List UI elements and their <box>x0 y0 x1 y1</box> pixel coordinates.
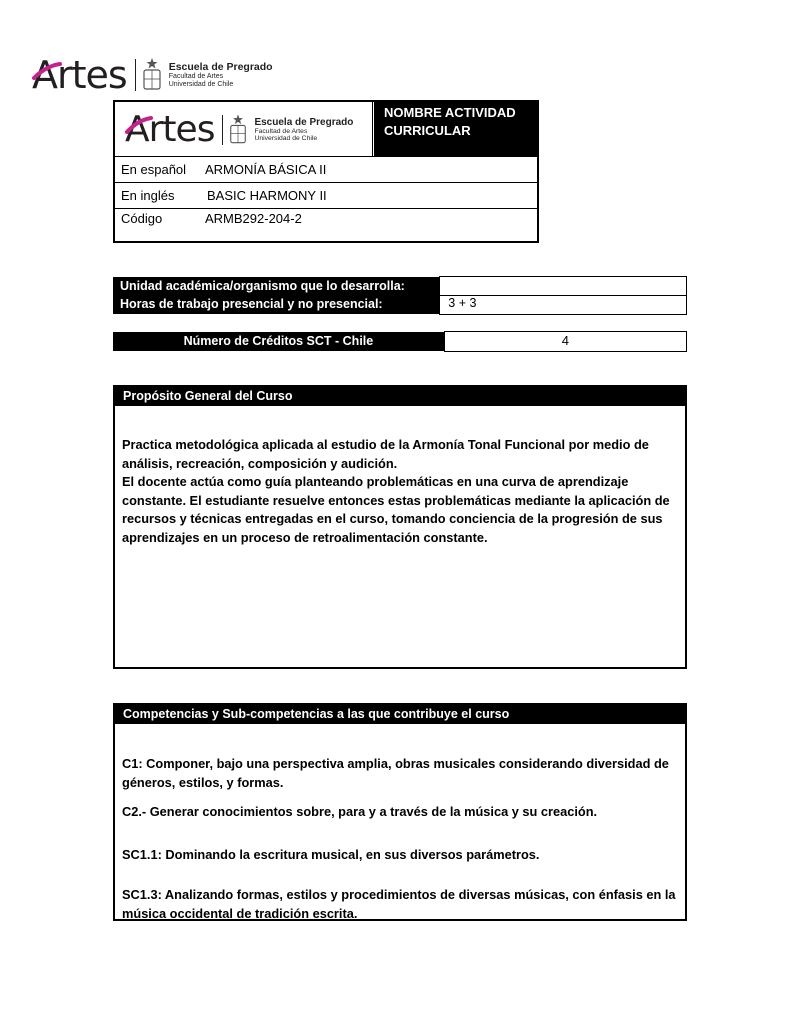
activity-title-line2: CURRICULAR <box>384 123 471 138</box>
box-logo <box>125 110 353 150</box>
logo-university: Universidad de Chile <box>168 80 234 88</box>
hours-label: Horas de trabajo presencial y no presencial: <box>113 295 439 314</box>
english-value: BASIC HARMONY II <box>207 188 327 203</box>
activity-name-box <box>113 100 539 243</box>
box-logo-divider <box>222 115 223 145</box>
unit-row <box>113 277 687 295</box>
purpose-title: Propósito General del Curso <box>115 387 685 406</box>
hours-value: 3 + 3 <box>439 295 687 315</box>
page-logo <box>32 54 273 96</box>
logo-school-text <box>169 62 273 88</box>
competencies-panel <box>113 703 687 921</box>
spanish-value: ARMONÍA BÁSICA II <box>205 162 327 177</box>
activity-title-line1: NOMBRE ACTIVIDAD <box>384 105 516 120</box>
unit-value <box>439 276 687 296</box>
competencies-title: Competencias y Sub-competencias a las que contribuye el curso <box>115 705 685 724</box>
box-logo-accent-mark <box>125 114 153 134</box>
box-logo-faculty: Facultad de Artes <box>254 128 308 136</box>
competency-c2: C2.- Generar conocimientos sobre, para y a través de la música y su creación. <box>122 804 598 819</box>
purpose-paragraph-1: Practica metodológica aplicada al estudio de la Armonía Tonal Funcional por medio de análisis, recreación, composición y audición. <box>122 437 649 471</box>
logo-school-name: Escuela de Pregrado <box>168 61 273 74</box>
code-value: ARMB292-204-2 <box>205 211 302 226</box>
box-logo-school-text <box>254 118 353 143</box>
competencies-body <box>122 755 677 923</box>
subcompetency-sc13: SC1.3: Analizando formas, estilos y procedimientos de diversas músicas, con énfasis en la música occidental de tradición escrita. <box>122 887 676 921</box>
logo-accent-mark <box>32 60 62 80</box>
spanish-name-row <box>115 156 539 182</box>
credits-row <box>113 332 687 351</box>
english-name-row <box>115 182 539 208</box>
code-row <box>115 208 539 243</box>
logo-faculty: Facultad de Artes <box>168 73 224 81</box>
university-crest-icon <box>141 57 163 93</box>
purpose-body <box>122 436 677 547</box>
box-logo-school-name: Escuela de Pregrado <box>254 116 354 128</box>
box-artes-wordmark: Artes <box>125 109 215 150</box>
unit-label: Unidad académica/organismo que lo desarrolla: <box>113 277 439 295</box>
purpose-panel <box>113 385 687 669</box>
logo-divider <box>135 59 136 91</box>
box-logo-cell <box>115 102 373 156</box>
purpose-paragraph-2: El docente actúa como guía planteando problemáticas en una curva de aprendizaje constante. El estudiante resuelve entonces estas problemáticas mediante la aplicación de recursos y técnicas entregadas en el curso, tomando conciencia de la progresión de sus aprendizajes en un proceso de retroalimentación constante. <box>122 474 670 545</box>
english-label: En inglés <box>121 188 175 203</box>
box-logo-university: Universidad de Chile <box>254 135 318 143</box>
box-university-crest-icon <box>228 113 248 147</box>
artes-wordmark: Artes <box>32 53 127 97</box>
subcompetency-sc11: SC1.1: Dominando la escritura musical, en sus diversos parámetros. <box>122 846 540 862</box>
spanish-label: En español <box>121 162 187 177</box>
hours-row <box>113 295 687 314</box>
competency-c1: C1: Componer, bajo una perspectiva amplia, obras musicales considerando diversidad de géneros, estilos, y formas. <box>122 756 669 790</box>
code-label: Código <box>121 211 163 226</box>
activity-title-cell <box>374 102 539 156</box>
credits-value: 4 <box>444 331 687 352</box>
credits-label: Número de Créditos SCT - Chile <box>113 332 444 351</box>
